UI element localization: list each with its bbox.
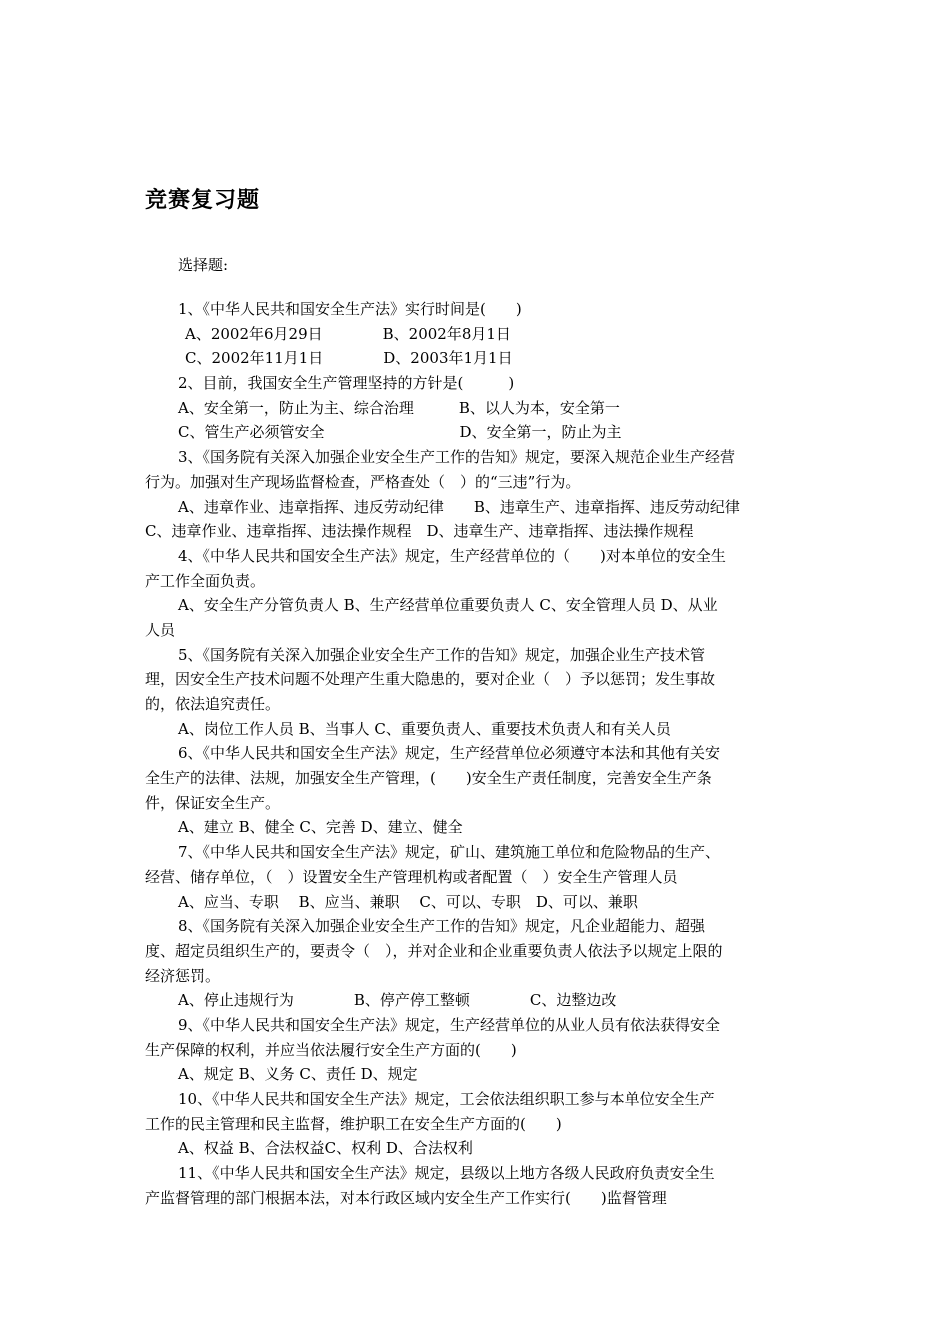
text-line: 件，保证安全生产。: [145, 793, 281, 812]
text-line: A、权益 B、合法权益C、权利 D、合法权利: [178, 1139, 473, 1158]
text-line: 4、《中华人民共和国安全生产法》规定，生产经营单位的（ )对本单位的安全生: [178, 546, 726, 565]
text-line: A、建立 B、健全 C、完善 D、建立、健全: [178, 818, 463, 837]
text-line: 全生产的法律、法规，加强安全生产管理，( )安全生产责任制度，完善安全生产条: [145, 769, 712, 788]
text-line: A、2002年6月29日 B、2002年8月1日: [185, 324, 511, 343]
text-line: 的，依法追究责任。: [145, 695, 281, 713]
text-line: 11、《中华人民共和国安全生产法》规定，县级以上地方各级人民政府负责安全生: [178, 1164, 715, 1183]
text-line: 经营、储存单位，（ ）设置安全生产管理机构或者配置（ ）安全生产管理人员: [145, 867, 678, 886]
text-line: 2、目前，我国安全生产管理坚持的方针是( ): [178, 374, 515, 393]
text-line: 9、《中华人民共和国安全生产法》规定，生产经营单位的从业人员有依法获得安全: [178, 1015, 721, 1034]
text-line: A、违章作业、违章指挥、违反劳动纪律 B、违章生产、违章指挥、违反劳动纪律: [178, 497, 740, 516]
text-line: 度、超定员组织生产的，要责令（ ），并对企业和企业重要负责人依法予以规定上限的: [145, 941, 723, 960]
text-line: 行为。加强对生产现场监督检查，严格查处（ ）的“三违”行为。: [145, 472, 581, 491]
text-line: 7、《中华人民共和国安全生产法》规定，矿山、建筑施工单位和危险物品的生产、: [178, 843, 721, 862]
text-line: 1、《中华人民共和国安全生产法》实行时间是( ): [178, 300, 522, 318]
text-line: 工作的民主管理和民主监督，维护职工在安全生产方面的( ): [145, 1114, 562, 1133]
section-heading: 选择题:: [178, 256, 229, 274]
text-line: C、违章作业、违章指挥、违法操作规程 D、违章生产、违章指挥、违法操作规程: [145, 522, 694, 541]
text-line: 产监督管理的部门根据本法，对本行政区域内安全生产工作实行( )监督管理: [145, 1188, 667, 1207]
text-line: C、管生产必须管安全 D、安全第一，防止为主: [178, 423, 622, 442]
text-line: 经济惩罚。: [145, 966, 221, 985]
text-line: 6、《中华人民共和国安全生产法》规定，生产经营单位必须遵守本法和其他有关安: [178, 744, 721, 763]
text-line: A、岗位工作人员 B、当事人 C、重要负责人、重要技术负责人和有关人员: [178, 719, 671, 738]
text-line: 产工作全面负责。: [145, 571, 266, 590]
text-line: 5、《国务院有关深入加强企业安全生产工作的告知》规定，加强企业生产技术管: [178, 645, 706, 664]
text-line: 理，因安全生产技术问题不处理产生重大隐患的，要对企业（ ）予以惩罚；发生事故: [145, 670, 716, 689]
text-line: A、停止违规行为 B、停产停工整顿 C、边整边改: [178, 991, 617, 1010]
text-line: C、2002年11月1日 D、2003年1月1日: [185, 349, 513, 368]
text-line: 10、《中华人民共和国安全生产法》规定，工会依法组织职工参与本单位安全生产: [178, 1090, 715, 1108]
text-line: A、应当、专职 B、应当、兼职 C、可以、专职 D、可以、兼职: [178, 892, 638, 911]
text-line: 8、《国务院有关深入加强企业安全生产工作的告知》规定，凡企业超能力、超强: [178, 917, 706, 936]
text-line: 生产保障的权利，并应当依法履行安全生产方面的( ): [145, 1040, 517, 1059]
text-line: 3、《国务院有关深入加强企业安全生产工作的告知》规定，要深入规范企业生产经营: [178, 448, 736, 467]
question-body: [145, 297, 810, 1210]
document-title: 竞赛复习题: [145, 188, 261, 213]
text-line: 人员: [145, 620, 176, 639]
text-line: A、安全生产分管负责人 B、生产经营单位重要负责人 C、安全管理人员 D、从业: [178, 596, 718, 615]
text-line: A、规定 B、义务 C、责任 D、规定: [178, 1065, 418, 1084]
text-line: A、安全第一，防止为主、综合治理 B、以人为本，安全第一: [178, 398, 620, 417]
